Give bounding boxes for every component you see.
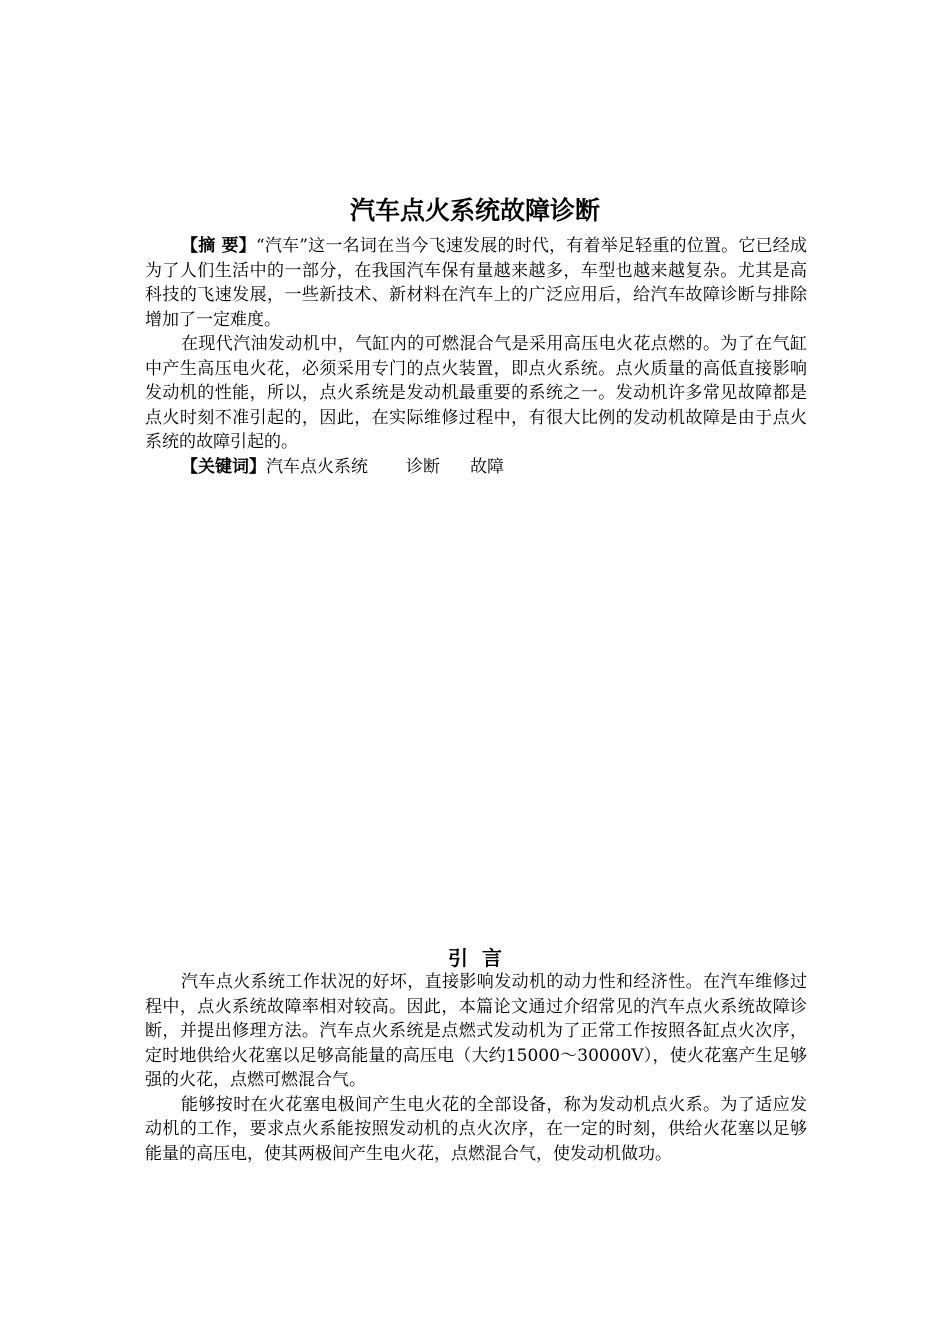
keywords-line xyxy=(145,455,807,480)
abstract-paragraph-2: 在现代汽油发动机中，气缸内的可燃混合气是采用高压电火花点燃的。为了在气缸中产生高压电火花，必须采用专门的点火装置，即点火系统。点火质量的高低直接影响发动机的性能，所以，点火系统是发动机最重要的系统之一。发动机许多常见故障都是点火时刻不准引起的，因此，在实际维修过程中，有很大比例的发动机故障是由于点火系统的故障引起的。 xyxy=(145,334,807,452)
introduction-paragraph-1: 汽车点火系统工作状况的好坏，直接影响发动机的动力性和经济性。在汽车维修过程中，点火系统故障率相对较高。因此，本篇论文通过介绍常见的汽车点火系统故障诊断，并提出修理方法。汽车点火系统是点燃式发动机为了正常工作按照各缸点火次序，定时地供给火花塞以足够高能量的高压电（大约15000～30000V），使火花塞产生足够强的火花，点燃可燃混合气。 xyxy=(145,972,807,1090)
keyword-1: 汽车点火系统 xyxy=(266,456,368,477)
keyword-2: 诊断 xyxy=(406,456,440,477)
abstract-text-1: “汽车”这一名词在当今飞速发展的时代，有着举足轻重的位置。它已经成为了人们生活中的一部分，在我国汽车保有量越来越多，车型也越来越复杂。尤其是高科技的飞速发展，一些新技术、新材料在汽车上的广泛应用后，给汽车故障诊断与排除增加了一定难度。 xyxy=(145,236,807,330)
abstract-section xyxy=(145,234,807,479)
introduction-paragraph-2: 能够按时在火花塞电极间产生电火花的全部设备，称为发动机点火系。为了适应发动机的工作，要求点火系能按照发动机的点火次序，在一定的时刻，供给火花塞以足够能量的高压电，使其两极间产生电火花，点燃混合气，使发动机做功。 xyxy=(145,1094,807,1164)
keywords-label: 【关键词】 xyxy=(181,456,266,477)
introduction-heading: 引言 xyxy=(448,946,516,970)
introduction-section xyxy=(145,970,807,1166)
keyword-3: 故障 xyxy=(470,456,504,477)
abstract-label: 【摘 要】 xyxy=(181,236,256,256)
abstract-paragraph-1 xyxy=(145,234,807,332)
document-title: 汽车点火系统故障诊断 xyxy=(349,196,600,225)
